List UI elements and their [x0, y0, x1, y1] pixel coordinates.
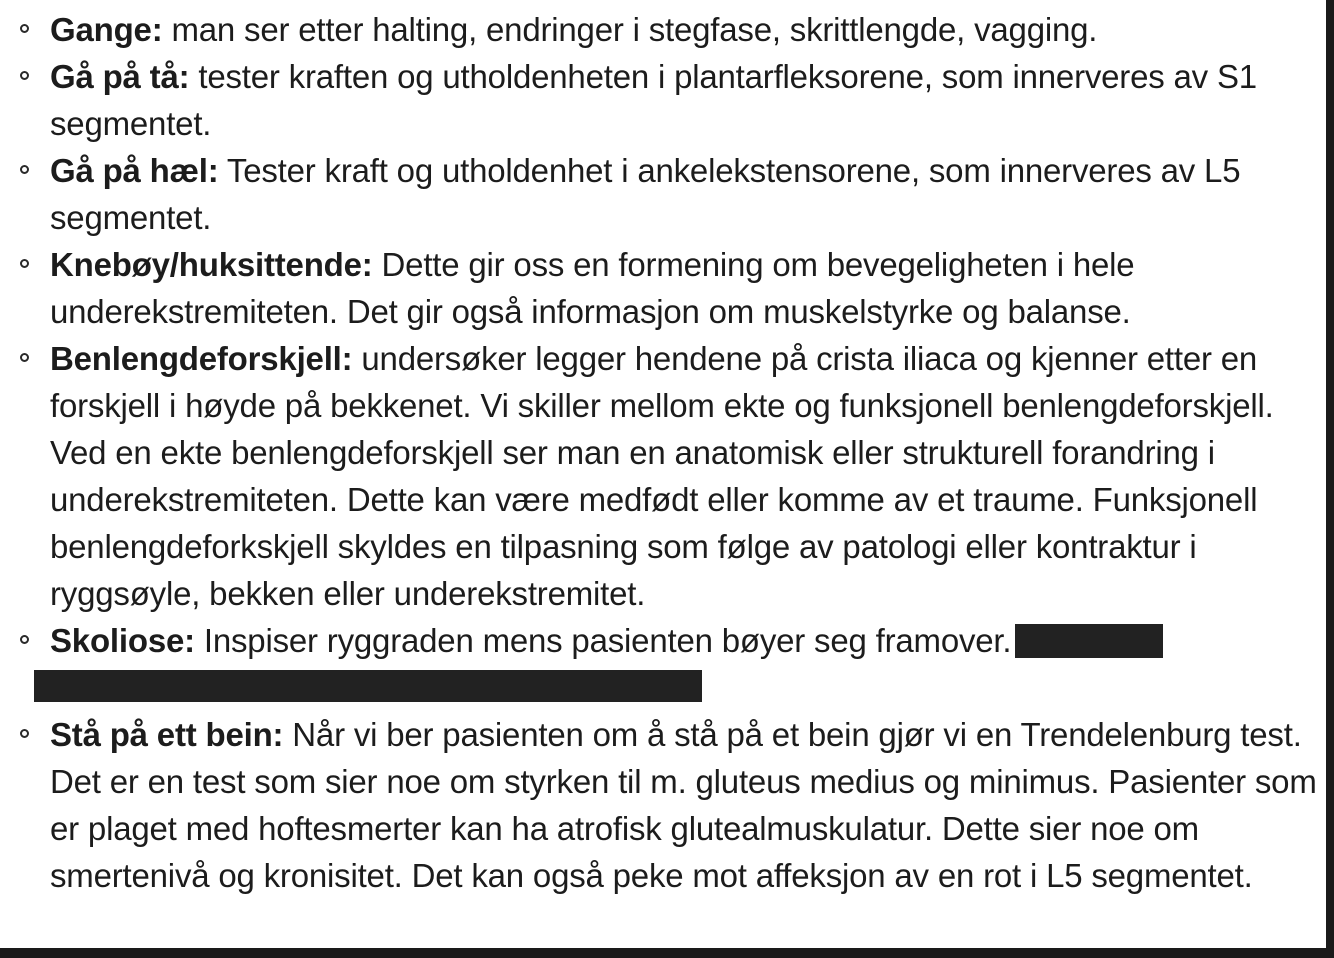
item-term: Gå på tå:	[50, 58, 190, 95]
item-term: Gange:	[50, 11, 163, 48]
item-text: man ser etter halting, endringer i stegfase, skrittlengde, vagging.	[162, 11, 1098, 48]
hollow-bullet-icon	[20, 24, 29, 33]
list-item-benlengdeforskjell	[0, 335, 1318, 617]
list-item-ga-pa-ta	[0, 53, 1318, 147]
item-text: tester kraften og utholdenheten i plantarfleksorene, som innerveres av S1 segmentet.	[50, 58, 1257, 142]
item-text: undersøker legger hendene på crista iliaca og kjenner etter en forskjell i høyde på bekkenet. Vi skiller mellom ekte og funksjonell benlengdeforskjell. Ved en ekte benlengdeforskjell ser man en anatomisk eller strukturell forandring i underekstremiteten. Dette kan være medfødt eller komme av et traume. Funksjonell benlengdeforkskjell skyldes en tilpasning som følge av patologi eller kontraktur i ryggsøyle, bekken eller underekstremitet.	[50, 340, 1274, 612]
redaction-bar	[34, 670, 702, 702]
list-item-skoliose	[0, 617, 1318, 664]
list-item-sta-pa-ett-bein	[0, 711, 1318, 899]
hollow-bullet-icon	[20, 729, 29, 738]
item-term: Gå på hæl:	[50, 152, 219, 189]
item-text: Dette gir oss en formening om bevegeligheten i hele underekstremiteten. Det gir også informasjon om muskelstyrke og balanse.	[50, 246, 1135, 330]
list-item-kneboy	[0, 241, 1318, 335]
list-item-ga-pa-hael	[0, 147, 1318, 241]
item-term: Stå på ett bein:	[50, 716, 284, 753]
hollow-bullet-icon	[20, 71, 29, 80]
list-item-gange	[0, 6, 1318, 53]
redaction-block	[1015, 624, 1163, 658]
hollow-bullet-icon	[20, 165, 29, 174]
hollow-bullet-icon	[20, 353, 29, 362]
redacted-line	[0, 664, 1318, 711]
item-term: Knebøy/huksittende:	[50, 246, 373, 283]
hollow-bullet-icon	[20, 635, 29, 644]
exam-notes-list	[0, 6, 1318, 899]
hollow-bullet-icon	[20, 259, 29, 268]
item-text: Når vi ber pasienten om å stå på et bein gjør vi en Trendelenburg test. Det er en test som sier noe om styrken til m. gluteus medius og minimus. Pasienter som er plaget med hoftesmerter kan ha atrofisk glutealmuskulatur. Dette sier noe om smertenivå og kronisitet. Det kan også peke mot affeksjon av en rot i L5 segmentet.	[50, 716, 1317, 894]
item-term: Skoliose:	[50, 622, 195, 659]
item-term: Benlengdeforskjell:	[50, 340, 353, 377]
item-text: Inspiser ryggraden mens pasienten bøyer seg framover.	[194, 622, 1012, 659]
item-text: Tester kraft og utholdenhet i ankelekstensorene, som innerveres av L5 segmentet.	[50, 152, 1241, 236]
